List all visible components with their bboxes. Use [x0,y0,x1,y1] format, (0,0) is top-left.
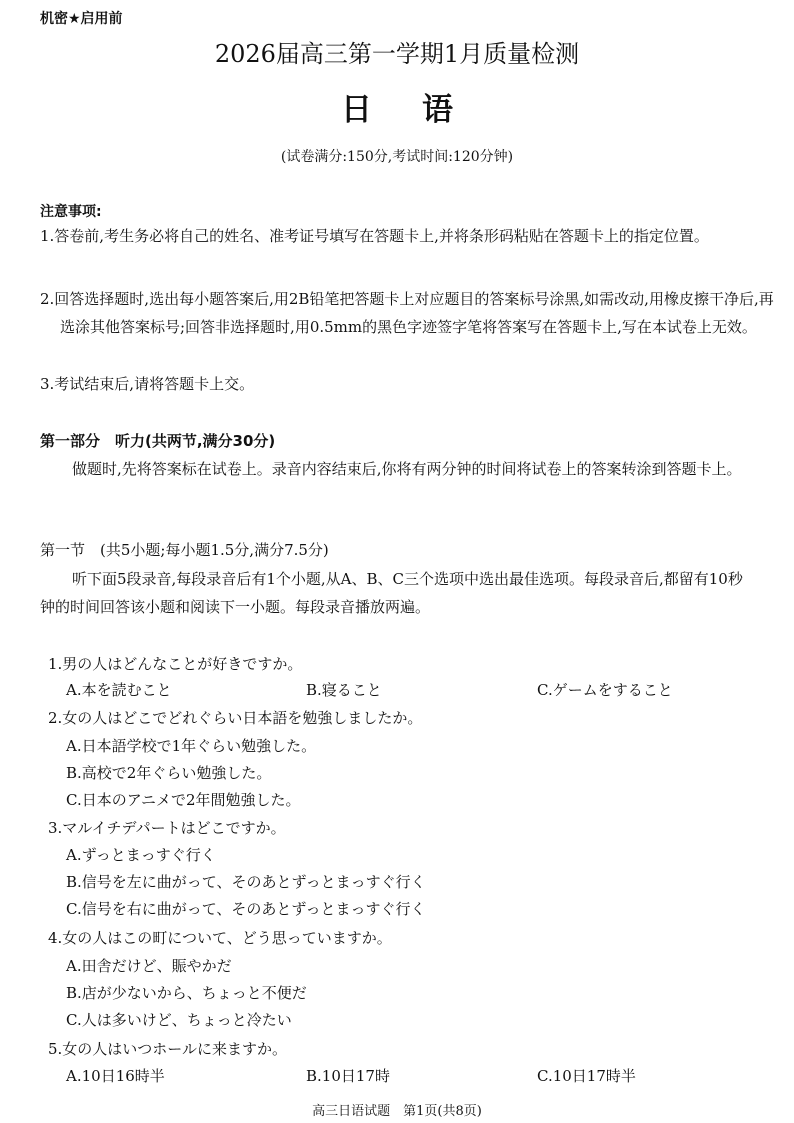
part1-instruction: 做题时,先将答案标在试卷上。录音内容结束后,你将有两分钟的时间将试卷上的答案转涂到答题卡上。 [72,460,742,478]
question-3-option-b: B.信号を左に曲がって、そのあとずっとまっすぐ行く [66,873,426,891]
part1-heading: 第一部分 听力(共两节,满分30分) [40,432,276,450]
question-1-option-c: C.ゲームをすること [537,681,673,699]
question-3-option-a: A.ずっとまっすぐ行く [66,846,216,864]
section1-instruction: 听下面5段录音,每段录音后有1个小题,从A、B、C三个选项中选出最佳选项。每段录音后,都留有10秒钟的时间回答该小题和阅读下一小题。每段录音播放两遍。 [40,570,743,616]
question-2-option-c: C.日本のアニメで2年間勉強した。 [66,791,301,809]
question-5-option-c: C.10日17時半 [537,1067,636,1085]
question-3-option-c: C.信号を右に曲がって、そのあとずっとまっすぐ行く [66,900,426,918]
question-5-stem: 5.女の人はいつホールに来ますか。 [48,1040,288,1058]
question-2-option-b: B.高校で2年ぐらい勉強した。 [66,764,272,782]
exam-title: 2026届高三第一学期1月质量检测 [214,40,580,68]
notice-item-3: 3.考试结束后,请将答题卡上交。 [40,375,255,393]
question-1-option-a: A.本を読むこと [66,681,172,699]
question-4-option-a: A.田舎だけど、賑やかだ [66,957,232,975]
question-1-option-b: B.寝ること [306,681,382,699]
notice-heading: 注意事项: [40,204,102,220]
question-4-stem: 4.女の人はこの町について、どう思っていますか。 [48,929,392,947]
notice-item-1: 1.答卷前,考生务必将自己的姓名、准考证号填写在答题卡上,并将条形码粘贴在答题卡上的指定位置。 [40,227,709,245]
subject-title: 日语 [341,92,503,128]
question-3-stem: 3.マルイチデパートはどこですか。 [48,819,286,837]
confidential-label: 机密★启用前 [40,11,123,27]
question-5-option-a: A.10日16時半 [66,1067,165,1085]
page-footer: 高三日语试题 第1页(共8页) [312,1104,482,1119]
exam-info: (试卷满分:150分,考试时间:120分钟) [280,149,514,165]
question-5-option-b: B.10日17時 [306,1067,390,1085]
notice-item-2: 2.回答选择题时,选出每小题答案后,用2B铅笔把答题卡上对应题目的答案标号涂黑,如需改动,用橡皮擦干净后,再选涂其他答案标号;回答非选择题时,用0.5mm的黑色字迹签字笔将答案写在答题卡上,写在本试卷上无效。 [40,290,774,336]
question-4-option-c: C.人は多いけど、ちょっと冷たい [66,1011,292,1029]
question-1-stem: 1.男の人はどんなことが好きですか。 [48,655,303,673]
section1-heading: 第一节 (共5小题;每小题1.5分,满分7.5分) [40,541,329,559]
question-2-option-a: A.日本語学校で1年ぐらい勉強した。 [66,737,317,755]
question-2-stem: 2.女の人はどこでどれぐらい日本語を勉強しましたか。 [48,709,423,727]
question-4-option-b: B.店が少ないから、ちょっと不便だ [66,984,307,1002]
